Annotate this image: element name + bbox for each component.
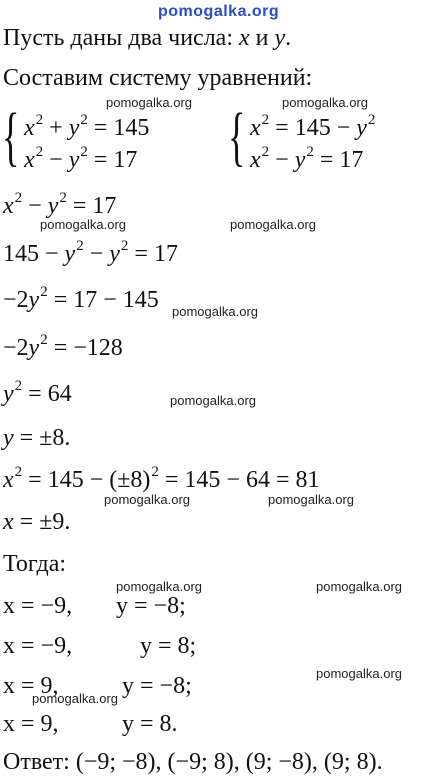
watermark: pomogalka.org — [282, 95, 368, 110]
watermark: pomogalka.org — [116, 579, 202, 594]
pair-3-x: x = 9, — [3, 673, 59, 699]
system-heading: Составим систему уравнений: — [3, 65, 313, 91]
step-2: $145 - y^2 - y^2 = 17$ — [3, 238, 178, 267]
watermark: pomogalka.org — [230, 217, 316, 232]
watermark: pomogalka.org — [104, 492, 190, 507]
left-system-eq2: $x^2 - y^2 = 17$ — [24, 144, 138, 173]
pair-1-y: y = −8; — [116, 593, 186, 619]
answer-line: Ответ: (−9; −8), (−9; 8), (9; −8), (9; 8). — [3, 749, 383, 775]
step-4: $-2y^2 = -128$ — [3, 332, 123, 361]
pair-3-y: y = −8; — [122, 673, 192, 699]
watermark: pomogalka.org — [316, 579, 402, 594]
pair-4-y: y = 8. — [122, 711, 178, 737]
pair-4-x: x = 9, — [3, 711, 59, 737]
watermark: pomogalka.org — [170, 393, 256, 408]
step-8: x = ±9. — [3, 509, 71, 535]
step-3: $-2y^2 = 17 - 145$ — [3, 284, 159, 313]
step-5: $y^2 = 64$ — [3, 378, 72, 407]
step-6: y = ±8. — [3, 425, 71, 451]
right-system-brace: { — [228, 100, 246, 173]
intro-line — [3, 24, 291, 52]
left-system-brace: { — [2, 100, 20, 173]
right-system-eq2: $x^2 - y^2 = 17$ — [250, 144, 364, 173]
watermark: pomogalka.org — [106, 95, 192, 110]
watermark: pomogalka.org — [268, 492, 354, 507]
step-7: $x^2 = 145 - (\pm 8)^2 = 145 - 64 = 81$ — [3, 464, 320, 493]
intro-text: Пусть даны два числа: x и y. — [3, 25, 292, 51]
left-system-eq1: $x^2 + y^2 = 145$ — [24, 112, 150, 141]
step-1: $x^2 - y^2 = 17$ — [3, 190, 117, 219]
right-system-eq1: $x^2 = 145 - y^2$ — [250, 112, 376, 141]
watermark: pomogalka.org — [40, 217, 126, 232]
watermark: pomogalka.org — [316, 666, 402, 681]
site-watermark-top: pomogalka.org — [158, 3, 280, 20]
pair-1-x: x = −9, — [3, 593, 73, 619]
watermark: pomogalka.org — [32, 691, 118, 706]
pair-2-x: x = −9, — [3, 633, 73, 659]
watermark: pomogalka.org — [172, 304, 258, 319]
pair-2-y: y = 8; — [140, 633, 197, 659]
then-label: Тогда: — [3, 551, 67, 577]
